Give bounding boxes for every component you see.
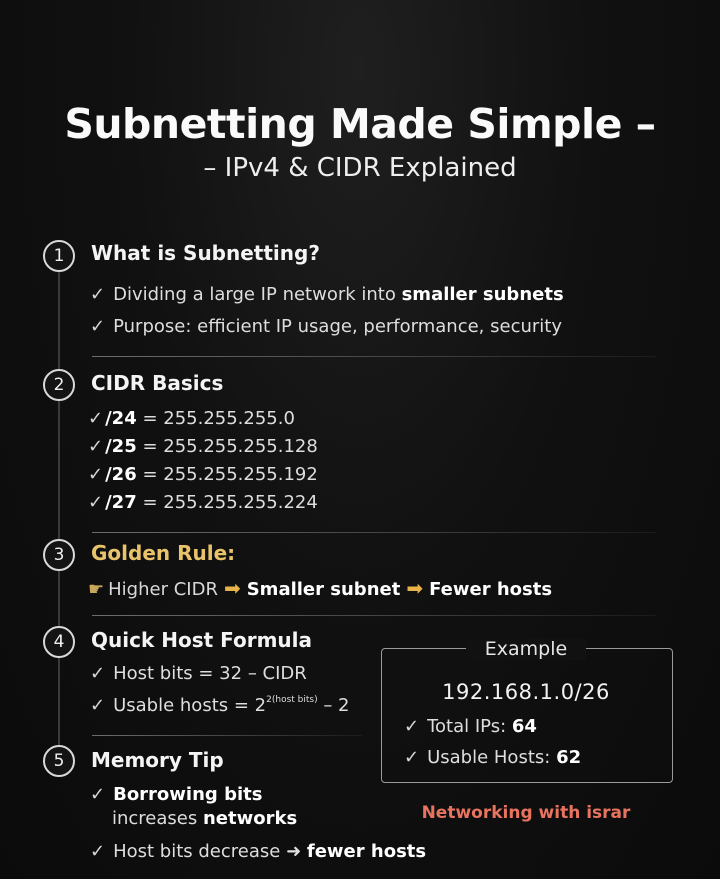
section-2-title: CIDR Basics bbox=[91, 371, 224, 395]
example-ip: 192.168.1.0/26 bbox=[442, 680, 610, 704]
cidr-item: ✓ /24 = 255.255.255.0 bbox=[88, 408, 295, 429]
example-total-ips: ✓ Total IPs: 64 bbox=[404, 716, 537, 737]
memory-tip-item: ✓ Borrowing bits bbox=[90, 784, 263, 805]
memory-tip-item-continued: increases networks bbox=[112, 808, 298, 829]
check-icon: ✓ bbox=[90, 841, 106, 862]
section-1-title: What is Subnetting? bbox=[91, 241, 320, 265]
check-icon: ✓ bbox=[404, 716, 420, 737]
section-3-title: Golden Rule: bbox=[91, 541, 236, 565]
check-icon: ✓ bbox=[90, 663, 106, 684]
timeline-line bbox=[58, 272, 60, 772]
check-icon: ✓ bbox=[90, 784, 106, 805]
section-1-item-1: ✓ Dividing a large IP network into smaller subnets bbox=[90, 284, 564, 305]
section-1-number: 1 bbox=[43, 240, 75, 272]
check-icon: ✓ bbox=[90, 695, 106, 716]
section-1-item-2: ✓ Purpose: efficient IP usage, performance, security bbox=[90, 316, 562, 337]
section-3-number: 3 bbox=[43, 539, 75, 571]
section-2-number: 2 bbox=[43, 369, 75, 401]
section-4-title: Quick Host Formula bbox=[91, 628, 313, 652]
check-icon: ✓ bbox=[88, 436, 104, 457]
pointing-hand-icon: ☛ bbox=[88, 579, 105, 600]
section-5-number: 5 bbox=[43, 745, 75, 777]
check-icon: ✓ bbox=[88, 492, 104, 513]
divider bbox=[92, 356, 657, 357]
formula-item: ✓ Usable hosts = $2^{2(host bits)} - 2$ bbox=[90, 695, 350, 716]
divider bbox=[92, 735, 362, 736]
check-icon: ✓ bbox=[88, 408, 104, 429]
right-arrow-icon: ➡ bbox=[406, 576, 424, 600]
golden-rule: ☛ Higher CIDR ➡ Smaller subnet ➡ Fewer hosts bbox=[88, 576, 553, 600]
divider bbox=[92, 615, 657, 616]
formula-item: ✓ Host bits = 32 – CIDR bbox=[90, 663, 307, 684]
page-subtitle: – IPv4 & CIDR Explained bbox=[203, 153, 517, 183]
section-4-number: 4 bbox=[43, 626, 75, 658]
page-title: Subnetting Made Simple – bbox=[64, 100, 656, 148]
check-icon: ✓ bbox=[88, 464, 104, 485]
check-icon: ✓ bbox=[90, 284, 106, 305]
divider bbox=[92, 532, 657, 533]
cidr-item: ✓ /27 = 255.255.255.224 bbox=[88, 492, 318, 513]
check-icon: ✓ bbox=[90, 316, 106, 337]
cidr-item: ✓ /25 = 255.255.255.128 bbox=[88, 436, 318, 457]
check-icon: ✓ bbox=[404, 747, 420, 768]
right-arrow-icon: ➜ bbox=[286, 841, 307, 862]
right-arrow-icon: ➡ bbox=[223, 576, 241, 600]
example-usable-hosts: ✓ Usable Hosts: 62 bbox=[404, 747, 582, 768]
section-5-title: Memory Tip bbox=[91, 748, 224, 772]
example-title: Example bbox=[466, 638, 586, 660]
memory-tip-item: ✓ Host bits decrease ➜ fewer hosts bbox=[90, 841, 427, 862]
credit-watermark: Networking with israr bbox=[421, 803, 631, 823]
cidr-item: ✓ /26 = 255.255.255.192 bbox=[88, 464, 318, 485]
